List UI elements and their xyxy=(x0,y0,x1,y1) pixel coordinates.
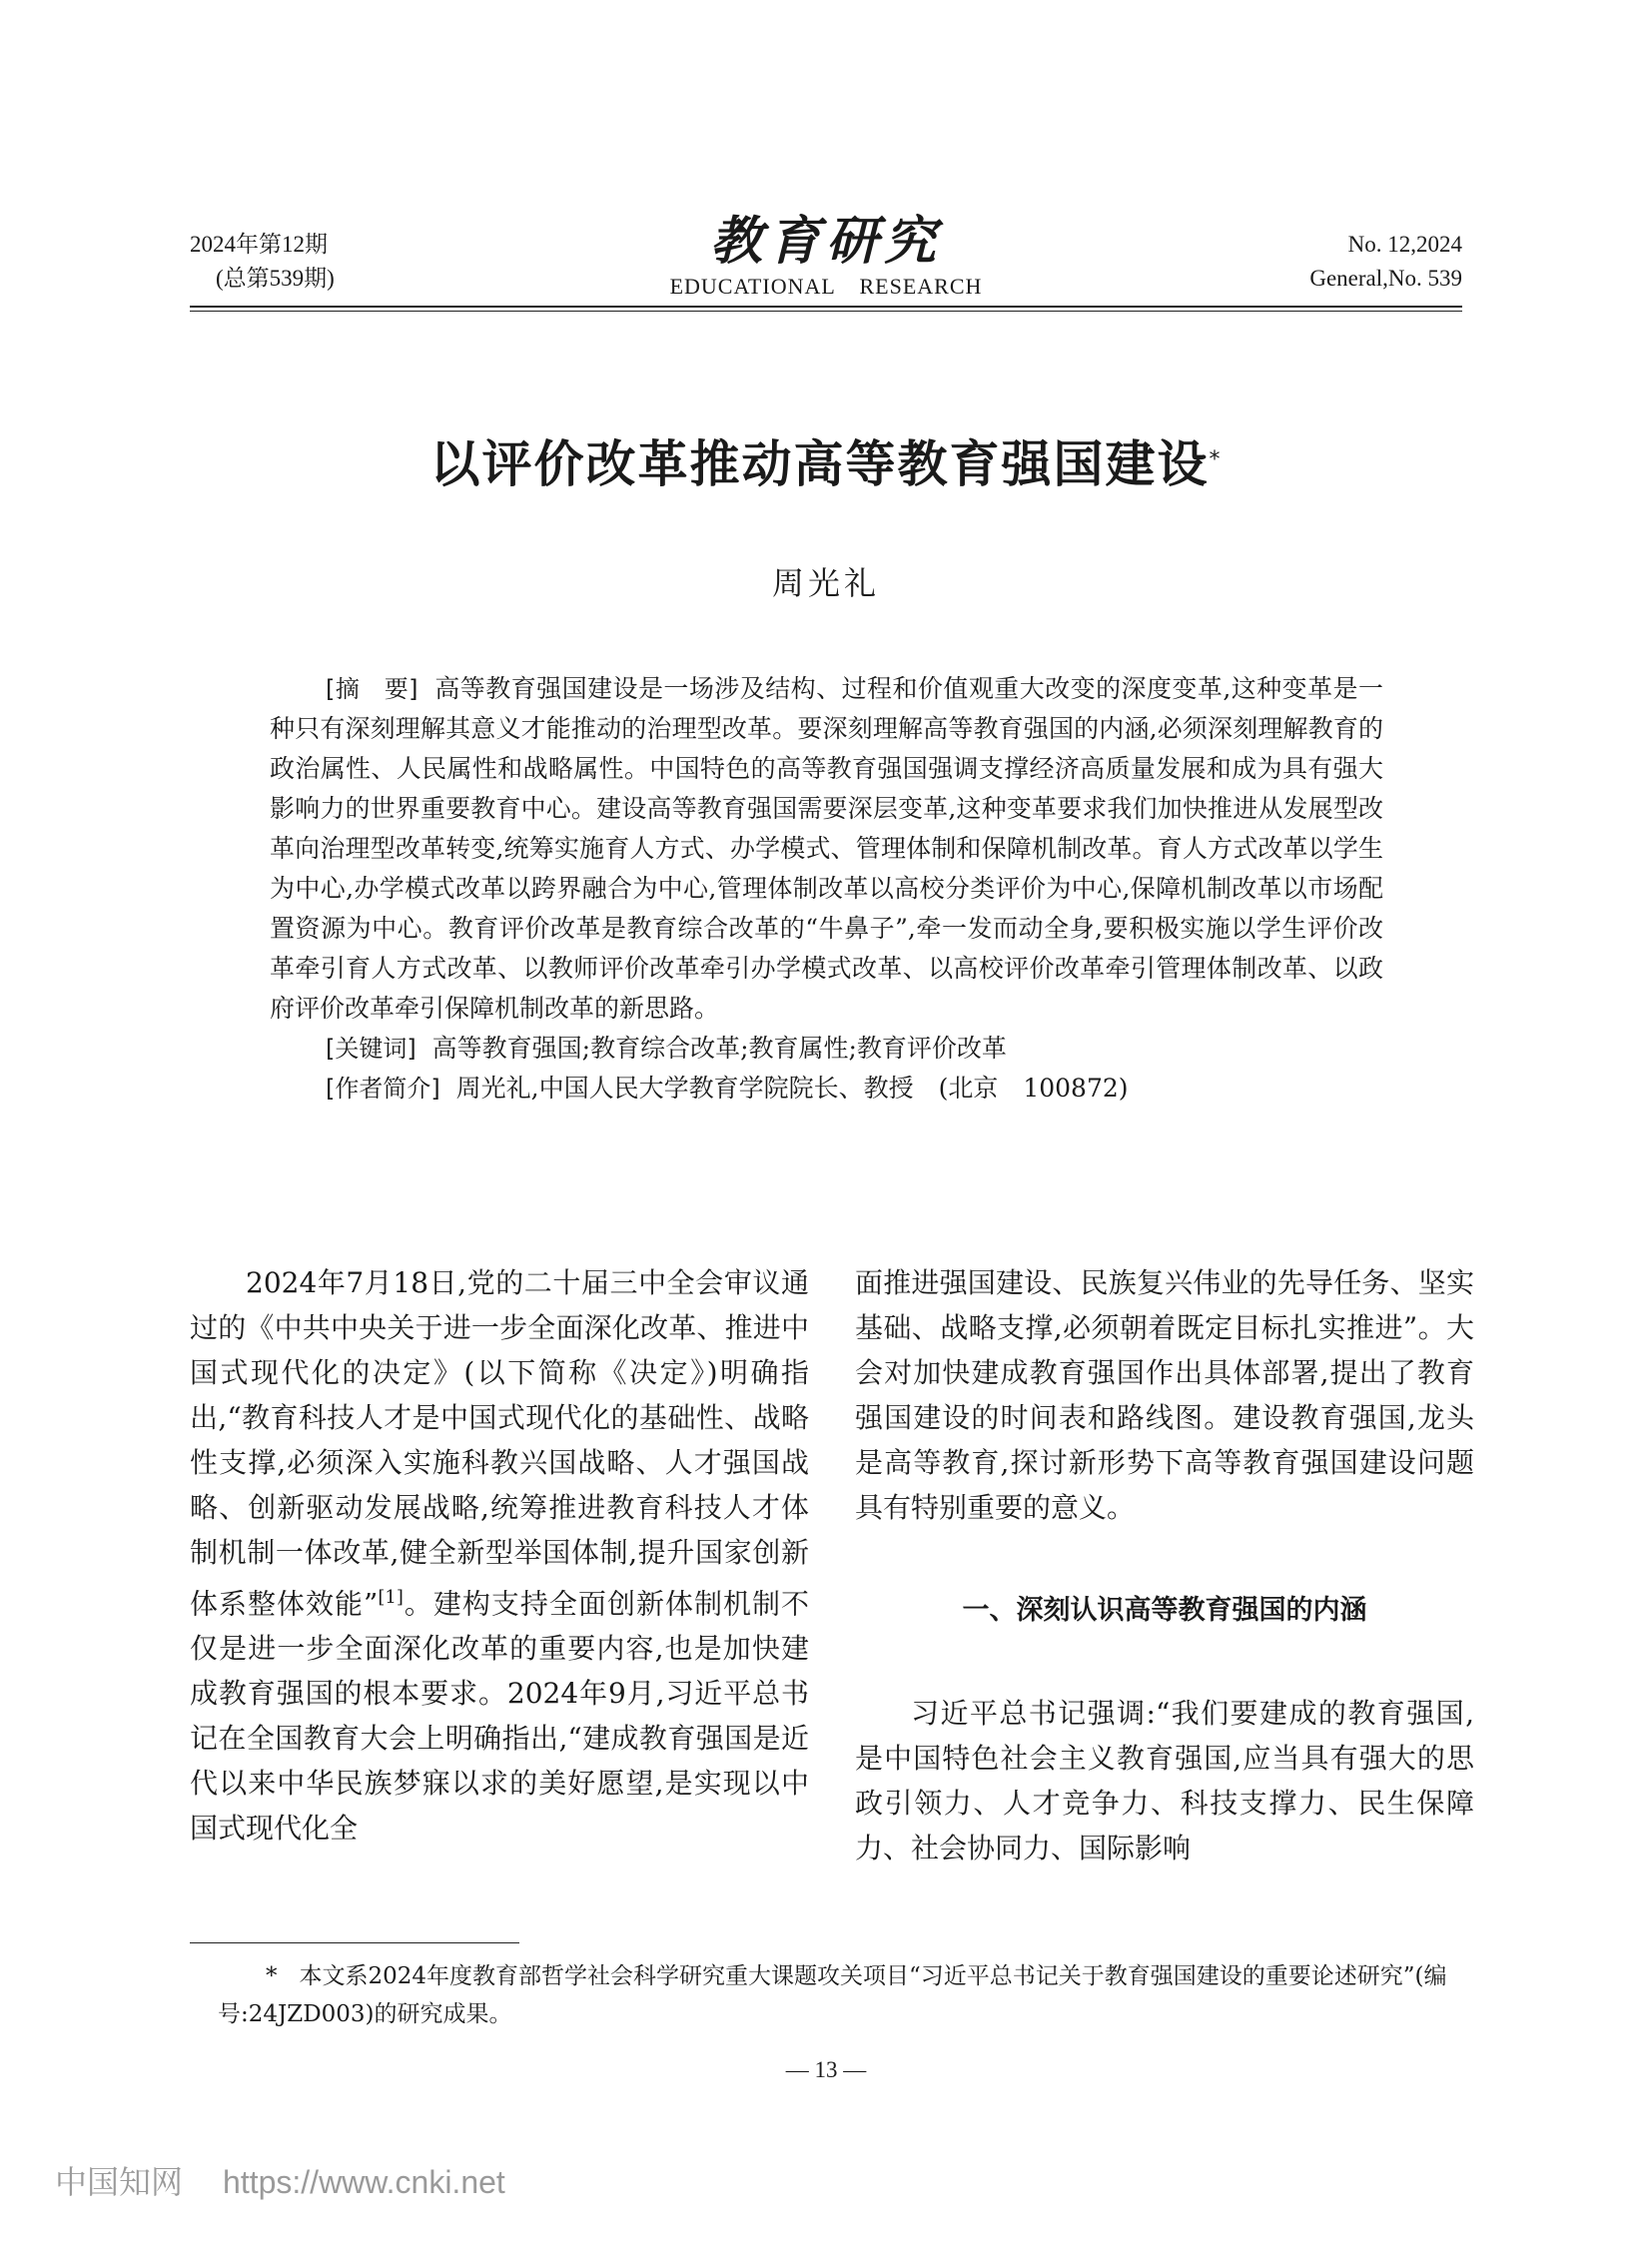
cnki-watermark xyxy=(55,2157,545,2203)
issue-info-en xyxy=(1143,228,1462,296)
abstract-label: [摘 要] xyxy=(326,675,418,703)
body-text-tail: 。建构支持全面创新体制机制不仅是进一步全面深化改革的重要内容,也是加快建成教育强国的根本要求。2024年9月,习近平总书记在全国教育大会上明确指出,“建成教育强国是近代以来中华民族梦寐以求的美好愿望,是实现以中国式现代化全 xyxy=(190,1587,809,1846)
footnote-text-block xyxy=(218,1957,1462,2033)
issue-general-en: General,No. 539 xyxy=(1309,266,1462,291)
journal-name-en: EDUCATIONAL RESEARCH xyxy=(669,274,983,299)
citation-ref[interactable]: [1] xyxy=(378,1587,404,1608)
keywords-text: 高等教育强国;教育综合改革;教育属性;教育评价改革 xyxy=(431,1034,1007,1063)
keywords xyxy=(270,1029,1383,1069)
abstract-text: 高等教育强国建设是一场涉及结构、过程和价值观重大改变的深度变革,这种变革是一种只有深刻理解其意义才能推动的治理型改革。要深刻理解高等教育强国的内涵,必须深刻理解教育的政治属性、人民属性和战略属性。中国特色的高等教育强国强调支撑经济高质量发展和成为具有强大影响力的世界重要教育中心。建设高等教育强国需要深层变革,这种变革要求我们加快推进从发展型改革向治理型改革转变,统筹实施育人方式、办学模式、管理体制和保障机制改革。育人方式改革以学生为中心,办学模式改革以跨界融合为中心,管理体制改革以高校分类评价为中心,保障机制改革以市场配置资源为中心。教育评价改革是教育综合改革的“牛鼻子”,牵一发而动全身,要积极实施以学生评价改革牵引育人方式改革、以教师评价改革牵引办学模式改革、以高校评价改革牵引管理体制改革、以政府评价改革牵引保障机制改革的新思路。 xyxy=(270,674,1383,1023)
bio-label: [作者简介] xyxy=(326,1075,440,1103)
body-paragraph xyxy=(190,1260,809,1851)
body-text: 2024年7月18日,党的二十届三中全会审议通过的《中共中央关于进一步全面深化改革、推进中国式现代化的决定》(以下简称《决定》)明确指出,“教育科技人才是中国式现代化的基础性、战略性支撑,必须深入实施科教兴国战略、人才强国战略、创新驱动发展战略,统筹推进教育科技人才体制机制一体改革,健全新型举国体制,提升国家创新体系整体效能” xyxy=(190,1266,809,1621)
abstract-block xyxy=(270,669,1383,1109)
watermark-url[interactable]: https://www.cnki.net xyxy=(223,2164,505,2200)
issue-total: (总第539期) xyxy=(216,266,335,291)
article-title xyxy=(0,431,1652,497)
section-heading: 一、深刻认识高等教育强国的内涵 xyxy=(962,1595,1367,1626)
journal-name-cn: 教育研究 xyxy=(709,211,942,272)
abstract xyxy=(270,669,1383,1029)
body-column-right xyxy=(855,1260,1474,1870)
body-paragraph: 习近平总书记强调:“我们要建成的教育强国,是中国特色社会主义教育强国,应当具有强大的思政引领力、人才竞争力、科技支撑力、民生保障力、社会协同力、国际影响 xyxy=(855,1697,1474,1865)
keywords-label: [关键词] xyxy=(326,1035,416,1063)
bio-text: 周光礼,中国人民大学教育学院院长、教授 (北京 100872) xyxy=(455,1074,1129,1103)
page-number: — 13 — xyxy=(785,2057,867,2082)
footnote-rule xyxy=(190,1942,519,1943)
header-rule xyxy=(190,306,1462,308)
header-rule-thin xyxy=(190,311,1462,312)
article-title-text: 以评价改革推动高等教育强国建设 xyxy=(429,435,1210,493)
footnote xyxy=(218,1957,1462,2033)
title-footnote-mark: * xyxy=(1209,447,1223,472)
body-column-left xyxy=(190,1260,809,1851)
issue-number-en: No. 12,2024 xyxy=(1347,232,1462,257)
issue-number: 2024年第12期 xyxy=(190,232,328,257)
article-author: 周光礼 xyxy=(771,564,880,602)
author-bio xyxy=(270,1069,1383,1109)
watermark-site-name: 中国知网 xyxy=(55,2164,184,2200)
footnote-text: 本文系2024年度教育部哲学社会科学研究重大课题攻关项目“习近平总书记关于教育强国建设的重要论述研究”(编号:24JZD003)的研究成果。 xyxy=(218,1963,1447,2027)
footnote-mark: * xyxy=(266,1963,278,1989)
body-paragraph-continued: 面推进强国建设、民族复兴伟业的先导任务、坚实基础、战略支撑,必须朝着既定目标扎实推进”。大会对加快建成教育强国作出具体部署,提出了教育强国建设的时间表和路线图。建设教育强国,龙头是高等教育,探讨新形势下高等教育强国建设问题具有特别重要的意义。 xyxy=(855,1266,1474,1524)
